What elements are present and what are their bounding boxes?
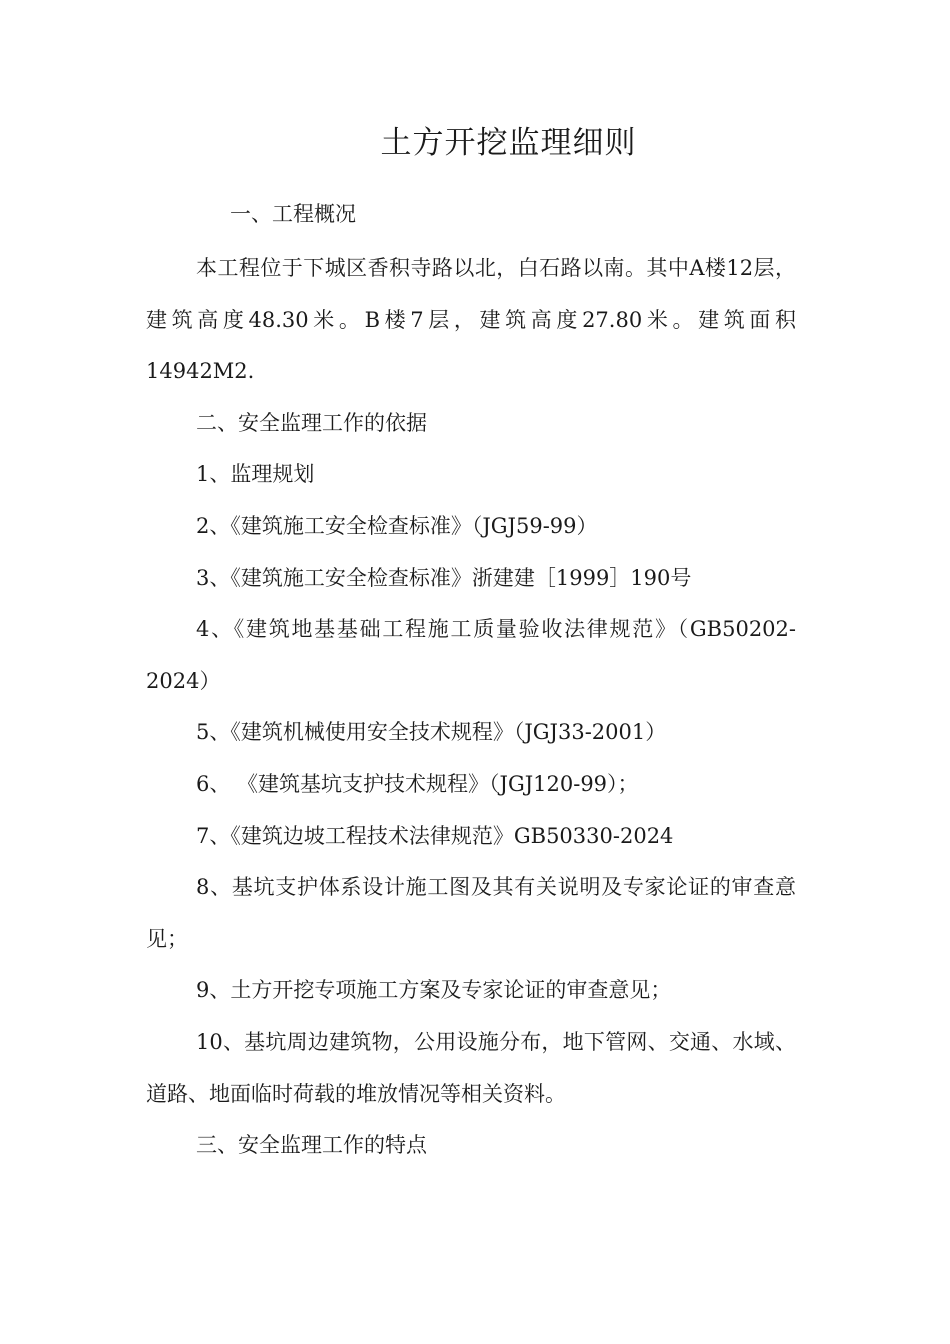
list-item: 2、《建筑施工安全检查标准》（JGJ59-99）: [196, 513, 598, 538]
document-title: 土方开挖监理细则: [380, 125, 637, 161]
list-item: 3、《建筑施工安全检查标准》浙建建［1999］190号: [196, 565, 692, 590]
paragraph-project-overview: 本工程位于下城区香积寺路以北，白石路以南。其中A楼12层，建筑高度48.30米。B楼7层，建筑高度27.80米。建筑面积14942M2.: [146, 256, 796, 384]
document-body: [146, 243, 796, 1172]
list-item: 8、基坑支护体系设计施工图及其有关说明及专家论证的审查意见；: [146, 875, 796, 951]
list-item: 1、监理规划: [196, 462, 315, 487]
section-heading-characteristics: 三、安全监理工作的特点: [196, 1133, 427, 1158]
list-item: 4、《建筑地基基础工程施工质量验收法律规范》（GB50202-2024）: [146, 617, 796, 693]
section-heading-basis: 二、安全监理工作的依据: [196, 410, 427, 435]
list-item: 9、土方开挖专项施工方案及专家论证的审查意见；: [196, 978, 672, 1003]
list-item: 7、《建筑边坡工程技术法律规范》GB50330-2024: [196, 823, 674, 848]
list-item: 5、《建筑机械使用安全技术规程》（JGJ33-2001）: [196, 720, 667, 745]
list-item: 10、基坑周边建筑物，公用设施分布，地下管网、交通、水域、道路、地面临时荷载的堆放情况等相关资料。: [146, 1029, 796, 1106]
section-heading-overview: 一、工程概况: [230, 202, 356, 226]
list-item: 6、 《建筑基坑支护技术规程》（JGJ120-99）；: [196, 771, 639, 796]
